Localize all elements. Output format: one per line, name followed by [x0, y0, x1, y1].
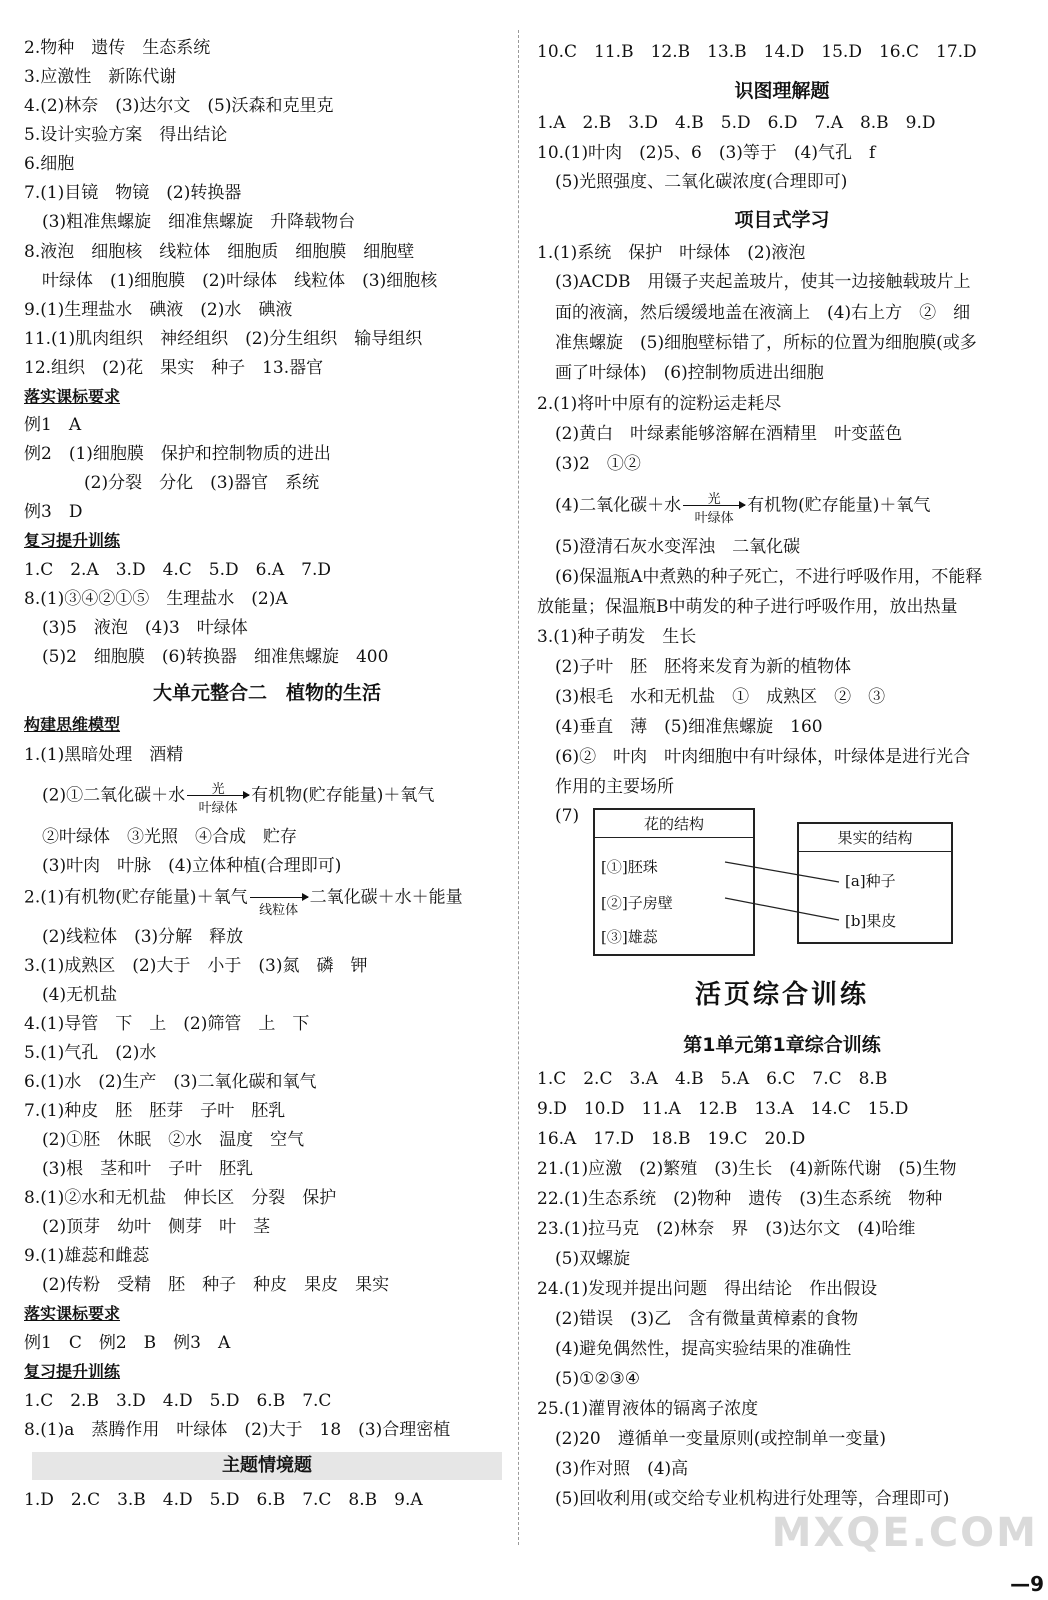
answer-line: 6.(1)水 (2)生产 (3)二氧化碳和氧气 — [24, 1072, 317, 1092]
ovary-pericarp-line — [725, 898, 839, 920]
fruit-item-pericarp: [b]果皮 — [845, 912, 897, 930]
answer-line: (6)保温瓶A中煮熟的种子死亡，不进行呼吸作用，不能释 — [555, 567, 983, 587]
answer-line: (3)作对照 (4)高 — [555, 1459, 689, 1479]
answer-line: 11.(1)肌肉组织 神经组织 (2)分生组织 输导组织 — [24, 329, 423, 349]
answer-line: 叶绿体 (1)细胞膜 (2)叶绿体 线粒体 (3)细胞核 — [42, 271, 438, 291]
answer-line: 7.(1)目镜 物镜 (2)转换器 — [24, 183, 242, 203]
answer-line: 25.(1)灌胃液体的镉离子浓度 — [537, 1399, 759, 1419]
answer-line: (2)子叶 胚 胚将来发育为新的植物体 — [555, 657, 852, 677]
answer-line: (2)错误 (3)乙 含有微量黄樟素的食物 — [555, 1309, 859, 1329]
example-answer: 例2 (1)细胞膜 保护和控制物质的进出 — [24, 444, 331, 464]
page-number: —9 — [1010, 1572, 1044, 1596]
answer-line: (2)黄白 叶绿素能够溶解在酒精里 叶变蓝色 — [555, 424, 903, 444]
answer-line: (3)叶肉 叶脉 (4)立体种植(合理即可) — [42, 856, 342, 876]
equation-left: (2)①二氧化碳＋水 — [42, 785, 186, 806]
answer-line: 1.C 2.C 3.A 4.B 5.A 6.C 7.C 8.B — [537, 1069, 888, 1089]
respiration-arrow: 线粒体 — [250, 884, 308, 912]
fruit-structure-title: 果实的结构 — [799, 824, 951, 852]
answer-line: 6.细胞 — [24, 154, 75, 174]
answer-line: (3)ACDB 用镊子夹起盖玻片，使其一边接触载玻片上 — [555, 272, 971, 292]
flower-structure-title: 花的结构 — [595, 810, 753, 838]
answer-line: 面的液滴，然后缓缓地盖在液滴上 (4)右上方 ② 细 — [555, 303, 971, 323]
equation-right: 二氧化碳＋水＋能量 — [309, 887, 463, 908]
answer-line: (3)5 液泡 (4)3 叶绿体 — [42, 618, 248, 638]
answer-line: 9.D 10.D 11.A 12.B 13.A 14.C 15.D — [537, 1099, 909, 1119]
answer-line: 3.(1)成熟区 (2)大于 小于 (3)氮 磷 钾 — [24, 956, 368, 976]
answer-line: 1.C 2.A 3.D 4.C 5.D 6.A 7.D — [24, 560, 331, 580]
answer-line: (6)② 叶肉 叶肉细胞中有叶绿体，叶绿体是进行光合 — [555, 747, 971, 767]
answer-line: 16.A 17.D 18.B 19.C 20.D — [537, 1129, 806, 1149]
answer-line: (2)20 遵循单一变量原则(或控制单一变量) — [555, 1429, 886, 1449]
answer-line: 24.(1)发现并提出问题 得出结论 作出假设 — [537, 1279, 878, 1299]
section-heading: 落实课标要求 — [24, 387, 121, 406]
answer-line: 4.(1)导管 下 上 (2)筛管 上 下 — [24, 1014, 310, 1034]
answer-line: 21.(1)应激 (2)繁殖 (3)生长 (4)新陈代谢 (5)生物 — [537, 1159, 957, 1179]
answer-line: 22.(1)生态系统 (2)物种 遗传 (3)生态系统 物种 — [537, 1189, 943, 1209]
answer-line: (2)顶芽 幼叶 侧芽 叶 茎 — [42, 1217, 271, 1237]
answer-line: 1.C 2.B 3.D 4.D 5.D 6.B 7.C — [24, 1391, 332, 1411]
flower-fruit-diagram — [537, 800, 1017, 960]
answer-line: (5)澄清石灰水变浑浊 二氧化碳 — [555, 537, 801, 557]
connector-lines — [537, 800, 1017, 960]
answer-line: 1.(1)黑暗处理 酒精 — [24, 745, 184, 765]
unit-title: 大单元整合二 植物的生活 — [152, 682, 381, 704]
answer-line: 7.(1)种皮 胚 胚芽 子叶 胚乳 — [24, 1101, 286, 1121]
example-answer: 例1 C 例2 B 例3 A — [24, 1333, 231, 1353]
answer-line: 3.(1)种子萌发 生长 — [537, 627, 697, 647]
answer-line: (5)2 细胞膜 (6)转换器 细准焦螺旋 400 — [42, 647, 389, 667]
answer-line: (4)无机盐 — [42, 985, 118, 1005]
answer-line: (2)①胚 休眠 ②水 温度 空气 — [42, 1130, 305, 1150]
example-answer: 例3 D — [24, 502, 83, 522]
photosynthesis-arrow: 光 叶绿体 — [187, 782, 249, 810]
chapter-title: 活页综合训练 — [694, 980, 869, 1010]
answer-line: (3)2 ①② — [555, 454, 641, 474]
answer-line: (3)根 茎和叶 子叶 胚乳 — [42, 1159, 254, 1179]
answer-line: (2)分裂 分化 (3)器官 系统 — [84, 473, 320, 493]
section-title: 第1单元第1章综合训练 — [683, 1034, 881, 1056]
equation-line — [24, 884, 463, 918]
column-divider — [518, 30, 519, 1545]
answer-line: ②叶绿体 ③光照 ④合成 贮存 — [42, 827, 297, 847]
answer-line: 8.(1)②水和无机盐 伸长区 分裂 保护 — [24, 1188, 337, 1208]
equation-right: 有机物(贮存能量)＋氧气 — [747, 495, 931, 516]
answer-line: (5)回收利用(或交给专业机构进行处理等，合理即可) — [555, 1489, 950, 1509]
answer-line: 10.(1)叶肉 (2)5、6 (3)等于 (4)气孔 f — [537, 143, 876, 163]
section-heading: 落实课标要求 — [24, 1304, 121, 1323]
equation-left: (4)二氧化碳＋水 — [555, 495, 682, 516]
answer-line: 10.C 11.B 12.B 13.B 14.D 15.D 16.C 17.D — [537, 42, 977, 62]
photosynthesis-arrow: 光 叶绿体 — [683, 492, 745, 520]
fruit-item-seed: [a]种子 — [845, 872, 896, 890]
answer-line: (2)线粒体 (3)分解 释放 — [42, 927, 244, 947]
section-title: 项目式学习 — [734, 209, 830, 231]
answer-line: (5)①②③④ — [555, 1369, 641, 1389]
answer-line: 放能量；保温瓶B中萌发的种子进行呼吸作用，放出热量 — [537, 597, 958, 617]
equation-left: 2.(1)有机物(贮存能量)＋氧气 — [24, 887, 248, 908]
section-heading: 构建思维模型 — [24, 715, 121, 734]
answer-line: (5)双螺旋 — [555, 1249, 631, 1269]
answer-line: (3)根毛 水和无机盐 ① 成熟区 ② ③ — [555, 687, 886, 707]
diagram-label: (7) — [555, 806, 580, 826]
answer-line: 8.液泡 细胞核 线粒体 细胞质 细胞膜 细胞壁 — [24, 242, 415, 262]
section-heading: 复习提升训练 — [24, 531, 121, 550]
answer-line: 9.(1)生理盐水 碘液 (2)水 碘液 — [24, 300, 293, 320]
flower-item-stamen: [③]雄蕊 — [601, 928, 658, 946]
answer-line: 2.(1)将叶中原有的淀粉运走耗尽 — [537, 394, 782, 414]
answer-line: (4)垂直 薄 (5)细准焦螺旋 160 — [555, 717, 823, 737]
answer-line: 4.(2)林奈 (3)达尔文 (5)沃森和克里克 — [24, 96, 334, 116]
answer-line: 1.D 2.C 3.B 4.D 5.D 6.B 7.C 8.B 9.A — [24, 1490, 423, 1510]
answer-line: 8.(1)a 蒸腾作用 叶绿体 (2)大于 18 (3)合理密植 — [24, 1420, 451, 1440]
answer-line: 9.(1)雄蕊和雌蕊 — [24, 1246, 150, 1266]
answer-line: 5.(1)气孔 (2)水 — [24, 1043, 157, 1063]
answer-line: 2.物种 遗传 生态系统 — [24, 38, 211, 58]
flower-item-ovule: [①]胚珠 — [601, 858, 658, 876]
answer-line: 12.组织 (2)花 果实 种子 13.器官 — [24, 358, 324, 378]
answer-line: (3)粗准焦螺旋 细准焦螺旋 升降载物台 — [42, 212, 356, 232]
answer-line: 23.(1)拉马克 (2)林奈 界 (3)达尔文 (4)哈维 — [537, 1219, 916, 1239]
equation-line — [537, 492, 931, 526]
answer-line: (4)避免偶然性，提高实验结果的准确性 — [555, 1339, 852, 1359]
section-title: 主题情境题 — [32, 1452, 502, 1480]
answer-line: 1.A 2.B 3.D 4.B 5.D 6.D 7.A 8.B 9.D — [537, 113, 936, 133]
watermark-logo: MXQE.COM — [771, 1510, 1038, 1556]
answer-line: (2)传粉 受精 胚 种子 种皮 果皮 果实 — [42, 1275, 390, 1295]
example-answer: 例1 A — [24, 415, 82, 435]
answer-line: 画了叶绿体) (6)控制物质进出细胞 — [555, 363, 824, 383]
answer-line: (5)光照强度、二氧化碳浓度(合理即可) — [555, 172, 848, 192]
section-heading: 复习提升训练 — [24, 1362, 121, 1381]
answer-line: 3.应激性 新陈代谢 — [24, 67, 177, 87]
equation-line — [24, 782, 435, 816]
ovule-seed-line — [725, 862, 839, 882]
section-title: 识图理解题 — [734, 80, 830, 102]
answer-line: 作用的主要场所 — [555, 777, 674, 797]
answer-line: 1.(1)系统 保护 叶绿体 (2)液泡 — [537, 243, 806, 263]
answer-line: 准焦螺旋 (5)细胞壁标错了，所标的位置为细胞膜(或多 — [555, 333, 977, 353]
answer-line: 5.设计实验方案 得出结论 — [24, 125, 228, 145]
equation-right: 有机物(贮存能量)＋氧气 — [251, 785, 435, 806]
flower-item-ovary-wall: [②]子房壁 — [601, 894, 673, 912]
answer-line: 8.(1)③④②①⑤ 生理盐水 (2)A — [24, 589, 288, 609]
